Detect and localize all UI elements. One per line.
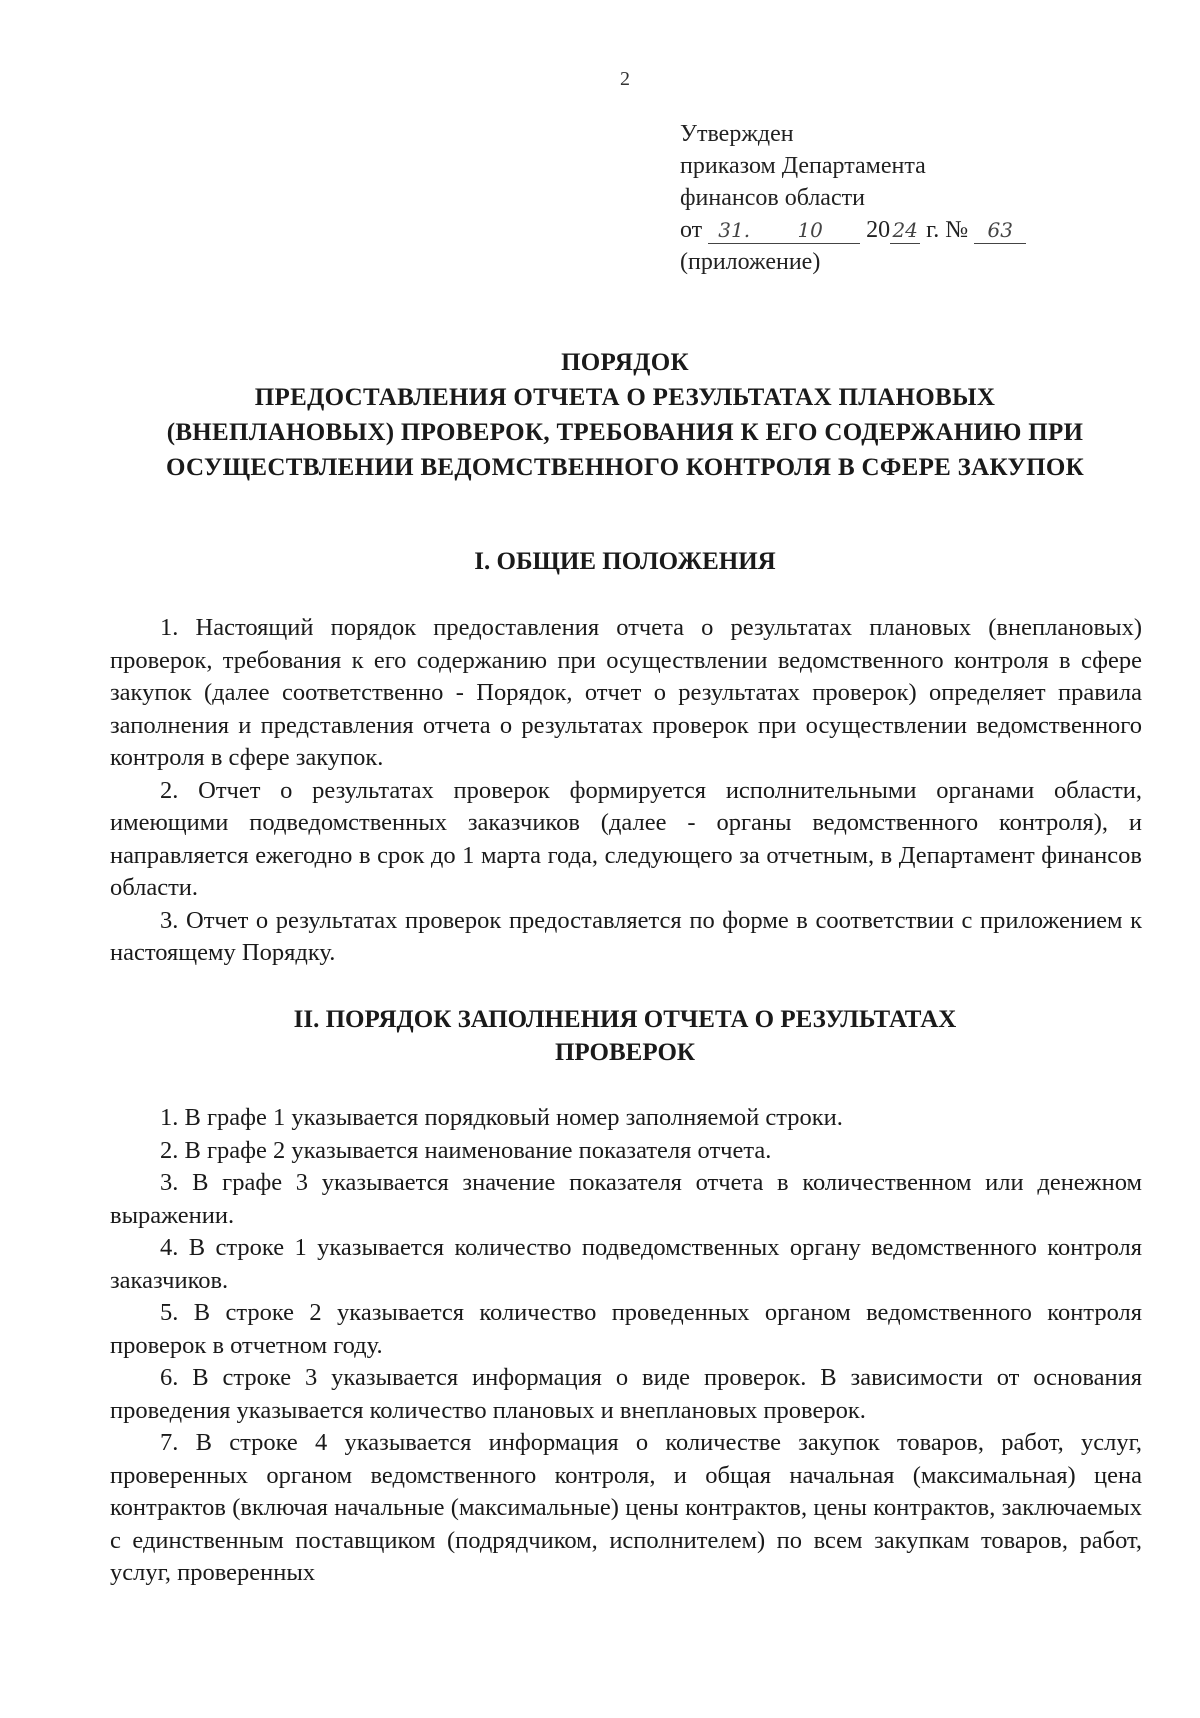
section-2-paragraph: 5. В строке 2 указывается количество проведенных органом ведомственного контроля проверок в отчетном году. bbox=[110, 1299, 1142, 1359]
approval-attachment: (приложение) bbox=[680, 249, 821, 275]
page-number: 2 bbox=[620, 68, 630, 90]
section-2-paragraph: 4. В строке 1 указывается количество подведомственных органу ведомственного контроля заказчиков. bbox=[110, 1234, 1142, 1294]
section-1-paragraph: 1. Настоящий порядок предоставления отчета о результатах плановых (внеплановых) проверок, требования к его содержанию при осуществлении ведомственного контроля в сфере закупок (далее соответственно - Порядок, отчет о результатах проверок) определяет правила заполнения и представления отчета о результатах проверок при осуществлении ведомственного контроля в сфере закупок. bbox=[110, 614, 1142, 771]
approval-date-line bbox=[680, 214, 1026, 246]
section-2-paragraph: 6. В строке 3 указывается информация о виде проверок. В зависимости от основания проведения указывается количество плановых и внеплановых проверок. bbox=[110, 1364, 1142, 1424]
section-1-body bbox=[110, 612, 1142, 970]
section-2-paragraph: 1. В графе 1 указывается порядковый номер заполняемой строки. bbox=[160, 1104, 843, 1131]
title-line-1: ПОРЯДОК bbox=[561, 349, 689, 376]
handwritten-year: 24 bbox=[890, 217, 920, 244]
document-title bbox=[90, 345, 1160, 485]
date-prefix: от bbox=[680, 217, 703, 243]
section-1-paragraph: 3. Отчет о результатах проверок предоставляется по форме в соответствии с приложением к настоящему Порядку. bbox=[110, 906, 1142, 966]
handwritten-day: 31. bbox=[708, 217, 760, 244]
title-line-2: ПРЕДОСТАВЛЕНИЯ ОТЧЕТА О РЕЗУЛЬТАТАХ ПЛАНОВЫХ bbox=[254, 384, 996, 411]
number-label: г. № bbox=[926, 217, 969, 243]
section-2-heading-line-1: II. ПОРЯДОК ЗАПОЛНЕНИЯ ОТЧЕТА О РЕЗУЛЬТАТАХ bbox=[293, 1006, 957, 1033]
title-line-4: ОСУЩЕСТВЛЕНИИ ВЕДОМСТВЕННОГО КОНТРОЛЯ В СФЕРЕ ЗАКУПОК bbox=[165, 454, 1085, 481]
handwritten-month: 10 bbox=[760, 217, 860, 244]
year-prefix: 20 bbox=[866, 217, 891, 243]
section-2-paragraph: 3. В графе 3 указывается значение показателя отчета в количественном или денежном выражении. bbox=[110, 1169, 1142, 1229]
section-2-paragraph: 7. В строке 4 указывается информация о количестве закупок товаров, работ, услуг, проверенных органом ведомственного контроля, и общая начальная (максимальная) цена контрактов (включая начальные (максимальные) цены контрактов, цены контрактов, заключаемых с единственным поставщиком (подрядчиком, исполнителем) по всем закупкам товаров, работ, услуг, проверенных bbox=[110, 1429, 1142, 1586]
section-2-body bbox=[110, 1102, 1142, 1590]
section-1-heading: I. ОБЩИЕ ПОЛОЖЕНИЯ bbox=[474, 548, 776, 575]
approval-line-approved: Утвержден bbox=[680, 121, 794, 147]
section-2-heading-line-2: ПРОВЕРОК bbox=[554, 1039, 696, 1066]
handwritten-number: 63 bbox=[974, 217, 1026, 244]
approval-line-order: приказом Департамента bbox=[680, 153, 926, 179]
section-1-paragraph: 2. Отчет о результатах проверок формируется исполнительными органами области, имеющими подведомственных заказчиков (далее - органы ведомственного контроля), и направляется ежегодно в срок до 1 марта года, следующего за отчетным, в Департамент финансов области. bbox=[110, 776, 1142, 901]
approval-stamp bbox=[680, 118, 1026, 278]
approval-line-department: финансов области bbox=[680, 185, 865, 211]
title-line-3: (ВНЕПЛАНОВЫХ) ПРОВЕРОК, ТРЕБОВАНИЯ К ЕГО СОДЕРЖАНИЮ ПРИ bbox=[166, 419, 1084, 446]
section-2-paragraph: 2. В графе 2 указывается наименование показателя отчета. bbox=[160, 1136, 772, 1164]
section-2-heading bbox=[90, 1003, 1160, 1069]
